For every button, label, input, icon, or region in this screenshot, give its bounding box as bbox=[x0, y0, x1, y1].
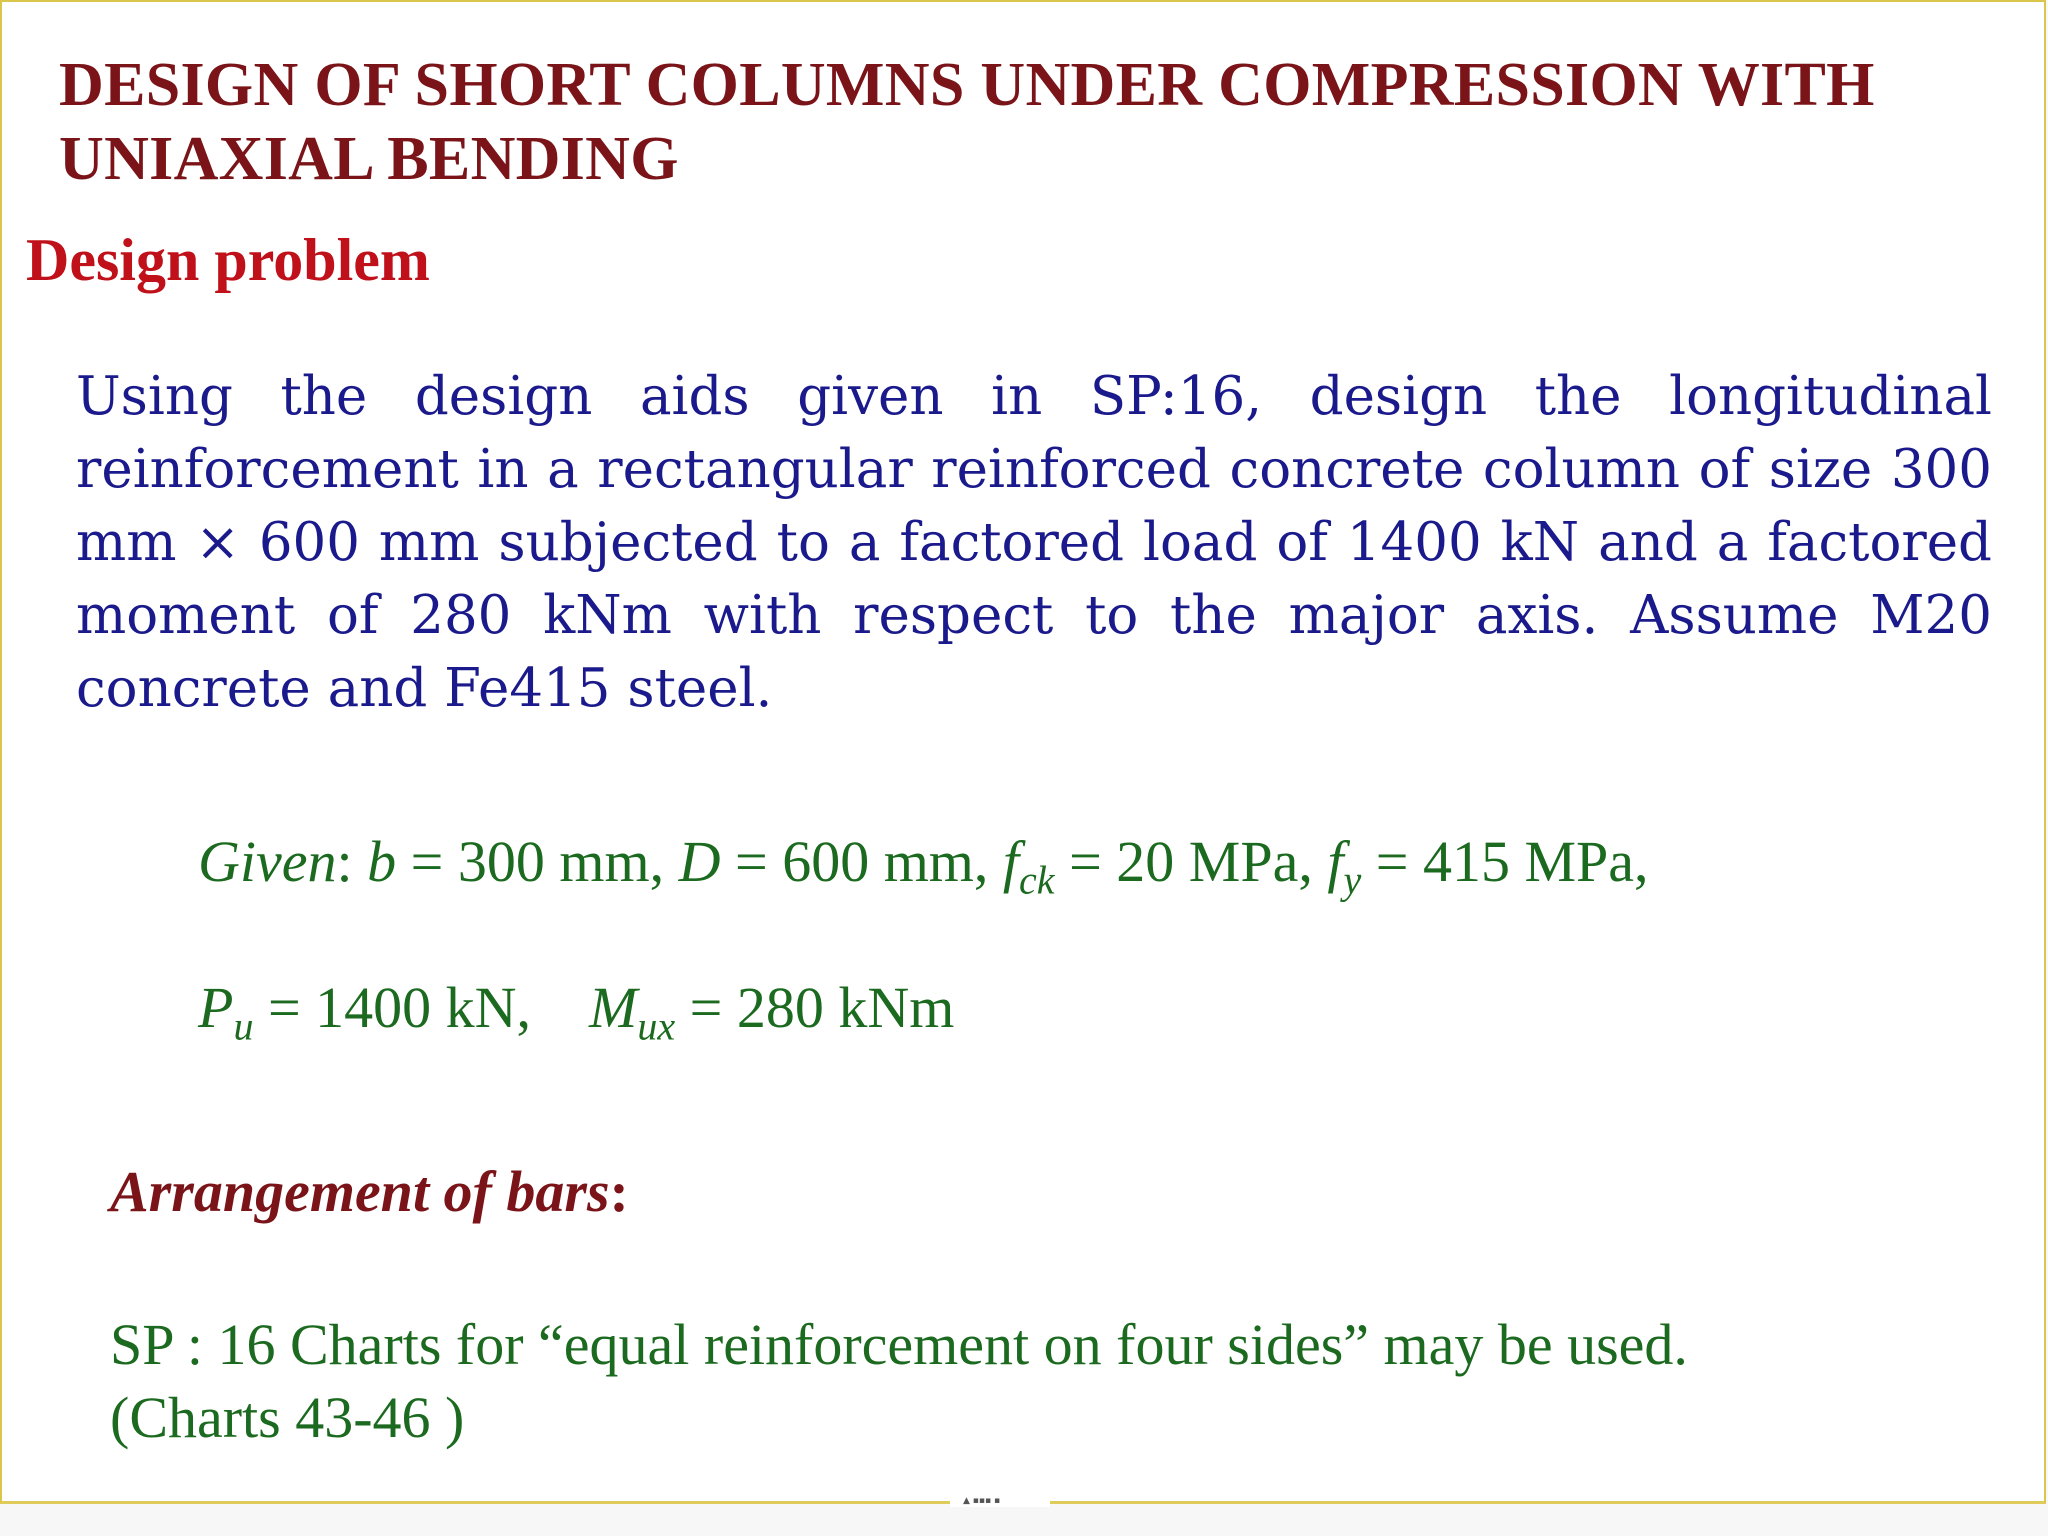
charts-note bbox=[110, 1308, 2010, 1454]
given-D: 600 mm bbox=[782, 829, 974, 894]
given-label: Given bbox=[198, 829, 337, 894]
given-fck: 20 MPa bbox=[1116, 829, 1299, 894]
factored-loads: $P_u = 1400$ kN, $M_{ux} = 280$ kNm bbox=[198, 975, 955, 1049]
title-line-1: DESIGN OF SHORT COLUMNS UNDER COMPRESSION WITH bbox=[59, 51, 1875, 119]
charts-line-1: SP : 16 Charts for “equal reinforcement on four sides” may be used. bbox=[110, 1312, 1688, 1377]
given-values: Given: b = 300 mm, D = 600 mm, $f_{ck} = 20$ MPa, $f_y = 415$ MPa, bbox=[198, 829, 1649, 903]
given-fy: 415 MPa bbox=[1422, 829, 1635, 894]
slide-title bbox=[59, 48, 2019, 196]
arrangement-heading-text: Arrangement of bars bbox=[110, 1159, 610, 1224]
load-Pu: 1400 kN bbox=[315, 975, 517, 1040]
problem-statement: Using the design aids given in SP:16, design the longitudinal reinforcement in a rectangular reinforced concrete column of size 300 mm × 600 mm subjected to a factored load of 1400 kN and a factored moment of 280 kNm with respect to the major axis. Assume M20 concrete and Fe415 steel. bbox=[76, 366, 1992, 719]
footer-logo-icon: ▲ ▪▪▪ ▪ bbox=[963, 1496, 1001, 1506]
moment-Mux: 280 kNm bbox=[736, 975, 955, 1040]
section-heading-design-problem: Design problem bbox=[26, 227, 430, 293]
given-b: 300 mm bbox=[457, 829, 650, 894]
charts-line-2: (Charts 43-46 ) bbox=[110, 1385, 465, 1450]
title-line-2: UNIAXIAL BENDING bbox=[59, 125, 679, 193]
section-heading-arrangement-of-bars: Arrangement of bars: bbox=[110, 1159, 629, 1224]
